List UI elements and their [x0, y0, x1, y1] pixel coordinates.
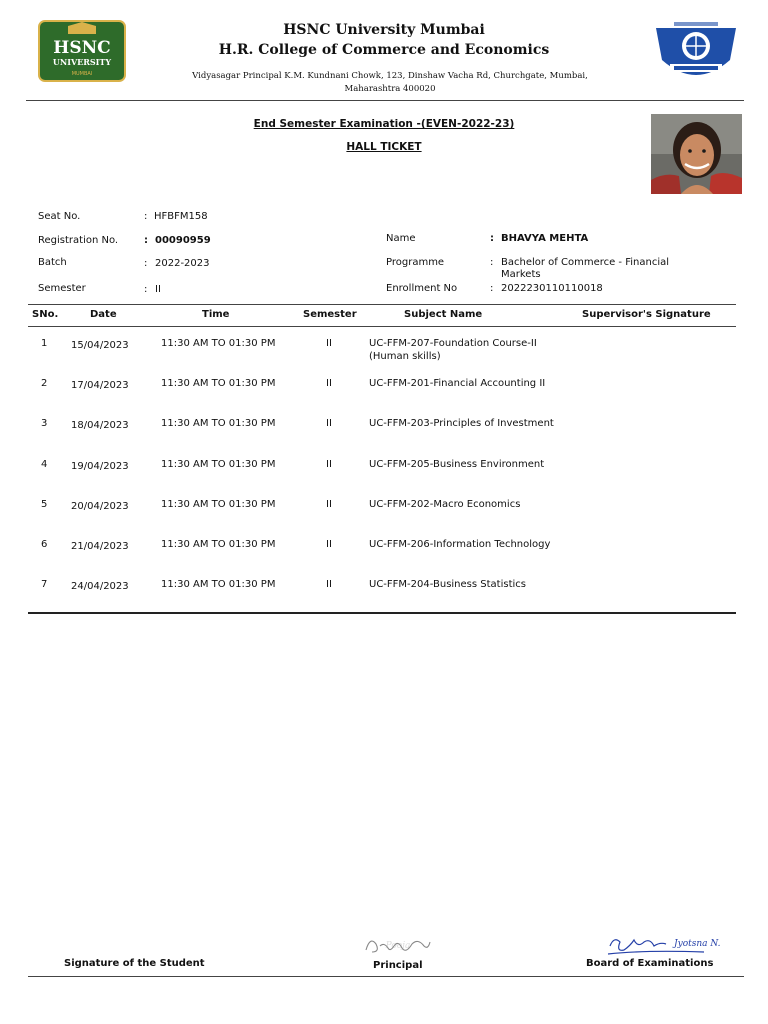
college-seal-logo [650, 20, 742, 86]
exam-title: End Semester Examination -(EVEN-2022-23) [253, 118, 515, 130]
header-subject-name: Subject Name [404, 309, 483, 320]
row-semester: II [326, 459, 332, 470]
row-semester: II [326, 539, 332, 550]
seat-no-value: HFBFM158 [154, 211, 208, 222]
seat-no-label: Seat No. [38, 211, 81, 222]
principal-label: Principal [373, 960, 423, 971]
programme-value-line2: Markets [501, 269, 541, 280]
svg-text:HSNC: HSNC [53, 38, 111, 58]
header-divider [26, 100, 744, 101]
footer-rule [28, 976, 744, 977]
row-time: 11:30 AM TO 01:30 PM [161, 378, 276, 389]
svg-text:Pooja: Pooja [385, 941, 411, 951]
row-time: 11:30 AM TO 01:30 PM [161, 579, 276, 590]
programme-colon: : [490, 257, 494, 268]
row-sno: 3 [41, 418, 48, 429]
row-semester: II [326, 338, 332, 349]
table-top-rule [28, 304, 736, 305]
row-date: 24/04/2023 [71, 581, 129, 592]
svg-text:MUMBAI: MUMBAI [71, 71, 93, 77]
row-date: 15/04/2023 [71, 340, 129, 351]
row-semester: II [326, 378, 332, 389]
row-semester: II [326, 499, 332, 510]
row-subject-name: UC-FFM-203-Principles of Investment [369, 418, 554, 429]
row-sno: 5 [41, 499, 48, 510]
enrollment-no-value: 2022230110110018 [501, 283, 603, 294]
table-bottom-rule [28, 612, 736, 614]
semester-value: II [155, 284, 161, 295]
enrollment-no-colon: : [490, 283, 494, 294]
row-date: 21/04/2023 [71, 541, 129, 552]
row-subject-name: UC-FFM-204-Business Statistics [369, 579, 526, 590]
semester-colon: : [144, 284, 148, 295]
name-colon: : [490, 233, 494, 244]
header-date: Date [90, 309, 117, 320]
row-subject-name-line2: (Human skills) [369, 351, 441, 362]
row-time: 11:30 AM TO 01:30 PM [161, 338, 276, 349]
header-sno: SNo. [32, 309, 59, 320]
row-semester: II [326, 579, 332, 590]
row-sno: 2 [41, 378, 48, 389]
enrollment-no-label: Enrollment No [386, 283, 458, 294]
board-signature-image [604, 932, 721, 958]
row-time: 11:30 AM TO 01:30 PM [161, 459, 276, 470]
student-signature-label: Signature of the Student [64, 958, 205, 969]
table-header-rule [28, 326, 736, 327]
row-sno: 1 [41, 338, 48, 349]
row-semester: II [326, 418, 332, 429]
university-name: HSNC University Mumbai [283, 22, 485, 38]
batch-value: 2022-2023 [155, 258, 210, 269]
row-sno: 4 [41, 459, 48, 470]
row-subject-name: UC-FFM-202-Macro Economics [369, 499, 521, 510]
row-subject-name: UC-FFM-205-Business Environment [369, 459, 545, 470]
board-of-examinations-label: Board of Examinations [586, 958, 714, 969]
row-subject-name: UC-FFM-207-Foundation Course-II [369, 338, 537, 349]
registration-no-colon: : [144, 235, 148, 246]
row-sno: 7 [41, 579, 48, 590]
row-subject-name: UC-FFM-201-Financial Accounting II [369, 378, 546, 389]
semester-label: Semester [38, 283, 86, 294]
svg-text:UNIVERSITY: UNIVERSITY [52, 57, 112, 67]
row-subject-name: UC-FFM-206-Information Technology [369, 539, 551, 550]
batch-label: Batch [38, 257, 67, 268]
row-date: 19/04/2023 [71, 461, 129, 472]
principal-signature-image [362, 932, 434, 960]
programme-label: Programme [386, 257, 445, 268]
name-label: Name [386, 233, 416, 244]
row-date: 18/04/2023 [71, 420, 129, 431]
registration-no-value: 00090959 [155, 235, 211, 246]
college-name: H.R. College of Commerce and Economics [218, 42, 550, 58]
row-date: 20/04/2023 [71, 501, 129, 512]
header-supervisor-signature: Supervisor's Signature [582, 309, 711, 320]
svg-text:Jyotsna N.: Jyotsna N. [674, 939, 721, 949]
row-date: 17/04/2023 [71, 380, 129, 391]
batch-colon: : [144, 258, 148, 269]
hall-ticket-title: HALL TICKET [346, 141, 422, 153]
registration-no-label: Registration No. [38, 235, 119, 246]
row-time: 11:30 AM TO 01:30 PM [161, 499, 276, 510]
seat-no-colon: : [144, 211, 148, 222]
student-name-value: BHAVYA MEHTA [501, 233, 589, 244]
programme-value-line1: Bachelor of Commerce - Financial [501, 257, 670, 268]
student-photo [651, 114, 742, 194]
header-semester: Semester [303, 309, 357, 320]
row-time: 11:30 AM TO 01:30 PM [161, 418, 276, 429]
row-sno: 6 [41, 539, 48, 550]
college-address: Vidyasagar Principal K.M. Kundnani Chowk, 123, Dinshaw Vacha Rd, Churchgate, Mumbai, Maharashtra 400020 [192, 71, 588, 94]
header-time: Time [202, 309, 230, 320]
row-time: 11:30 AM TO 01:30 PM [161, 539, 276, 550]
